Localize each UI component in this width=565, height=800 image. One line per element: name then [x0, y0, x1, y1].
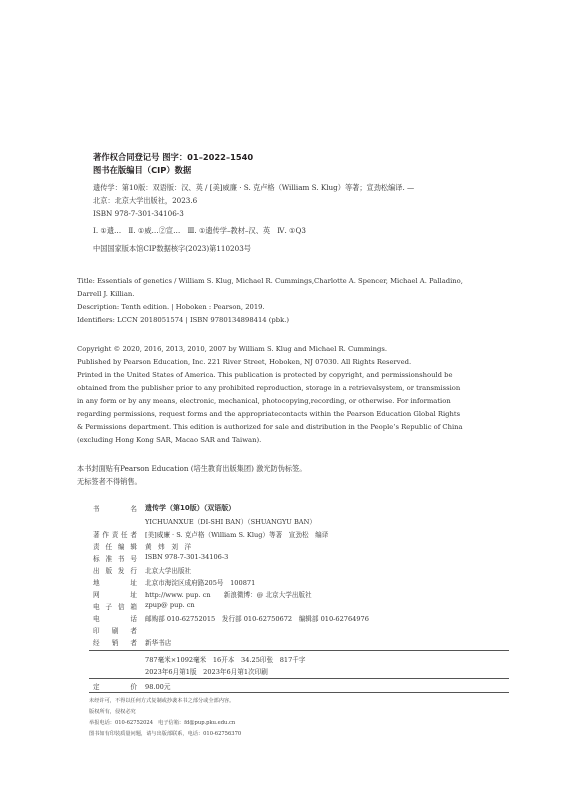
book-title: 遗传学（第10版）（双语版）	[145, 504, 236, 512]
colophon-key: 出版发行	[93, 567, 137, 575]
colophon-key: 定 价	[93, 683, 137, 691]
english-title-line-2: Darrell J. Killian.	[77, 290, 135, 298]
colophon-value: [美]威廉 · S. 克卢格（William S. Klug）等著 宣劲松 编译	[145, 531, 329, 539]
colophon-key: 地 址	[93, 579, 137, 587]
footer-line: 版权所有，侵权必究	[89, 709, 136, 715]
colophon-value: 北京市海淀区成府路205号 100871	[145, 579, 256, 587]
label-note-line-1: 本书封面贴有Pearson Education (培生教育出版集团) 激光防伪标签。	[77, 464, 307, 473]
colophon-value: 新华书店	[145, 639, 172, 647]
copyright-line: Published by Pearson Education, Inc. 221 River Street, Hoboken, NJ 07030. All Rights Reserved.	[77, 358, 412, 366]
colophon-key: 标准书号	[93, 555, 137, 563]
english-identifiers: Identifiers: LCCN 2018051574 | ISBN 9780134898414 (pbk.)	[77, 316, 290, 324]
colophon-key: 书 名	[93, 505, 137, 513]
colophon-key: 电 话	[93, 615, 137, 623]
divider	[89, 650, 509, 651]
book-title-pinyin: YICHUANXUE（DI-SHI BAN）（SHUANGYU BAN）	[145, 518, 316, 526]
cip-line-1: 遗传学：第10版：双语版：汉、英 / [美]威廉 · S. 克卢格（William S. Klug）等著；宣劲松编译. —	[93, 183, 415, 192]
cip-subjects: Ⅰ. ①遗… Ⅱ. ①威…②宣… Ⅲ. ①遗传学–教材–汉、英 Ⅳ. ①Q3	[93, 226, 306, 235]
cip-isbn: ISBN 978-7-301-34106-3	[93, 209, 184, 218]
copyright-line: & Permissions department. This edition is authorized for sale and distribution in the People’s Republic of China	[77, 423, 463, 431]
format-spec: 787毫米×1092毫米 16开本 34.25印张 817千字	[145, 656, 306, 664]
footer-line: 图书如有印装质量问题，请与出版部联系，电话：010-62756370	[89, 731, 242, 737]
colophon-value: 黄 炜 刘 洋	[145, 543, 192, 551]
colophon-key: 网 址	[93, 591, 137, 599]
copyright-line: Printed in the United States of America. This publication is protected by copyright, and permissionshould be	[77, 371, 453, 379]
price: 98.00元	[145, 683, 171, 691]
edition-info: 2023年6月第1版 2023年6月第1次印刷	[145, 668, 268, 676]
footer-line: 举报电话：010-62752024 电子信箱：fd@pup.pku.edu.cn	[89, 720, 236, 726]
divider	[89, 678, 509, 679]
cip-heading: 图书在版编目（CIP）数据	[93, 165, 192, 175]
colophon-key: 著作责任者	[93, 531, 137, 539]
copyright-line: regarding permissions, request forms and the appropriatecontacts within the Pearson Education Global Rights	[77, 410, 461, 418]
copyright-line: (excluding Hong Kong SAR, Macao SAR and Taiwan).	[77, 436, 262, 444]
english-title-line-1: Title: Essentials of genetics / William S. Klug, Michael R. Cummings,Charlotte A. Spencer, Michael A. Palladino,	[77, 277, 463, 285]
english-description: Description: Tenth edition. | Hoboken : Pearson, 2019.	[77, 303, 265, 311]
colophon-key: 印 刷 者	[93, 627, 137, 635]
cip-line-2: 北京：北京大学出版社，2023.6	[93, 196, 198, 205]
colophon-key: 经 销 者	[93, 639, 137, 647]
colophon-value: 邮购部 010-62752015 发行部 010-62750672 编辑部 010-62764976	[145, 615, 369, 623]
copyright-registration-number: 著作权合同登记号 图字：01–2022–1540	[93, 152, 254, 162]
divider	[89, 692, 509, 693]
colophon-value: 北京大学出版社	[145, 567, 192, 575]
colophon-value: ISBN 978-7-301-34106-3	[145, 553, 229, 561]
colophon-value: http://www. pup. cn 新浪微博：@ 北京大学出版社	[145, 591, 312, 599]
copyright-line: in any form or by any means, electronic, mechanical, photocopying,recording, or otherwise. For information	[77, 397, 451, 405]
colophon-key: 电子信箱	[93, 603, 137, 611]
colophon-value: zpup@ pup. cn	[145, 601, 195, 609]
label-note-line-2: 无标签者不得销售。	[77, 477, 142, 486]
footer-line: 未经许可，不得以任何方式复制或抄袭本书之部分或全部内容。	[89, 698, 235, 704]
copyright-line: Copyright © 2020, 2016, 2013, 2010, 2007 by William S. Klug and Michael R. Cummings.	[77, 345, 387, 353]
cip-catalog-number: 中国国家版本馆CIP数据核字(2023)第110203号	[93, 244, 251, 253]
copyright-line: obtained from the publisher prior to any prohibited reproduction, storage in a retrievalsystem, or transmission	[77, 384, 461, 392]
colophon-key: 责任编辑	[93, 543, 137, 551]
